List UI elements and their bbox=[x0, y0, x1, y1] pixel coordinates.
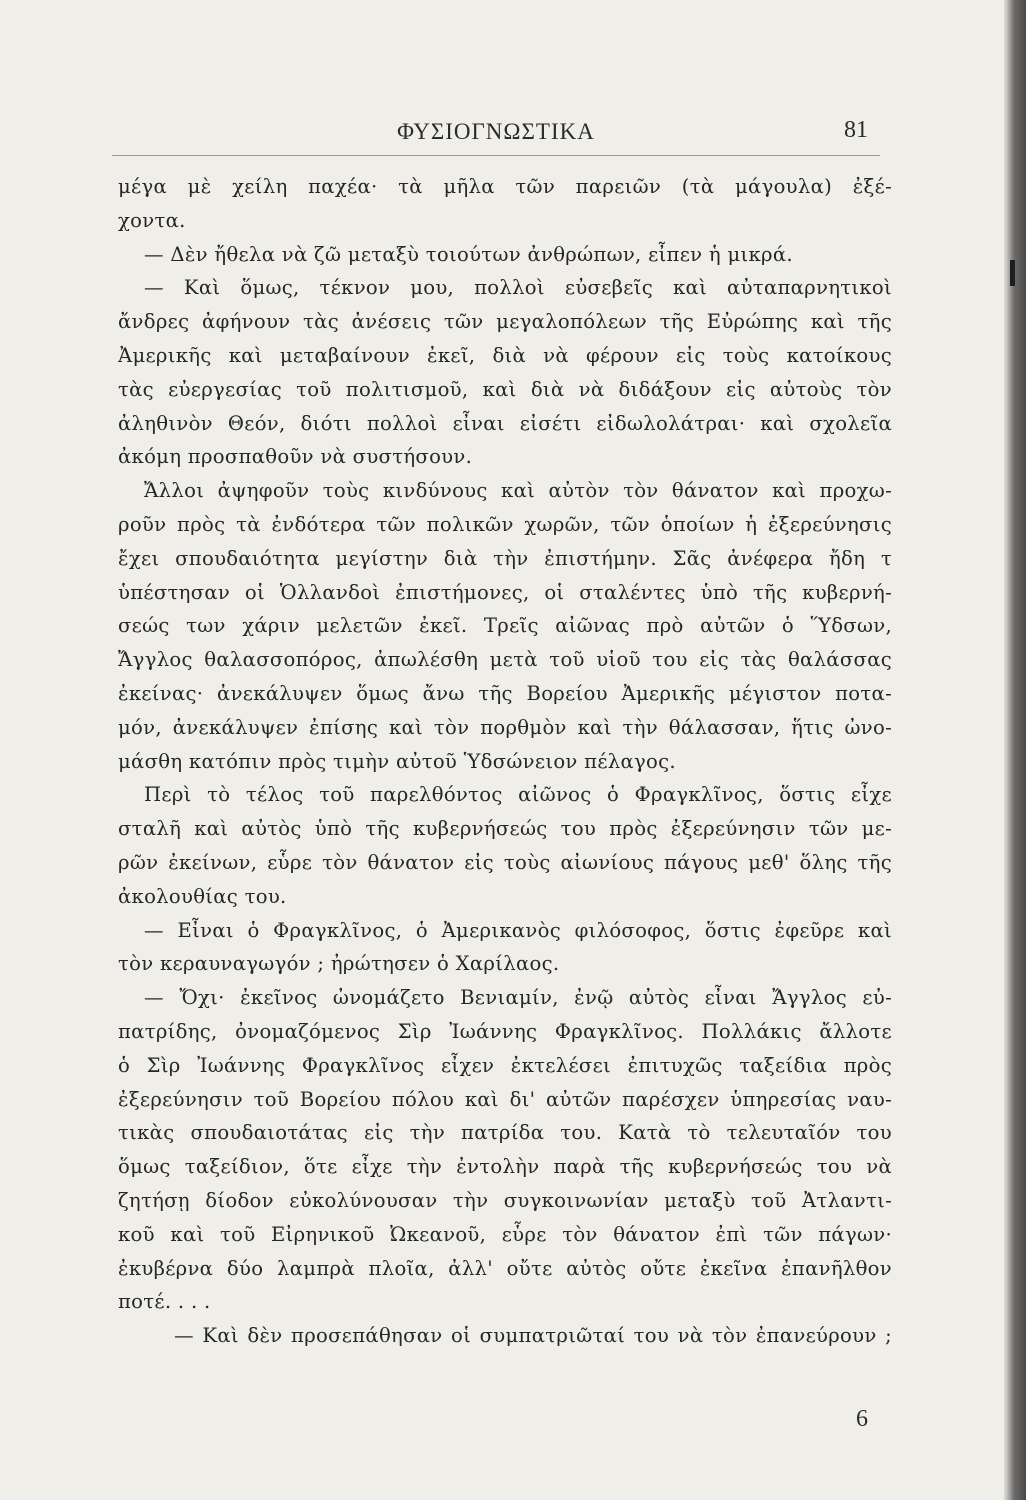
page-number: 81 bbox=[844, 117, 868, 143]
text-line: μάσθη κατόπιν πρὸς τιμὴν αὐτοῦ Ὑδσώνειον πέλαγος. bbox=[118, 749, 676, 773]
text-line: ποτέ. . . . bbox=[118, 1290, 211, 1314]
text-line: τὰς εὐεργεσίας τοῦ πολιτισμοῦ, καὶ διὰ νὰ διδάξουν εἰς αὐτοὺς τὸν bbox=[118, 377, 892, 401]
text-line: μόν, ἀνεκάλυψεν ἐπίσης καὶ τὸν πορθμὸν καὶ τὴν θάλασσαν, ἥτις ὠνο- bbox=[118, 715, 892, 739]
text-line: — Καὶ δὲν προσεπάθησαν οἱ συμπατριῶταί του νὰ τὸν ἐπανεύρουν ; bbox=[174, 1324, 892, 1348]
text-line: ἔχει σπουδαιότητα μεγίστην διὰ τὴν ἐπιστήμην. Σᾶς ἀνέφερα ἤδη τ bbox=[118, 546, 892, 570]
text-line: σταλῆ καὶ αὐτὸς ὑπὸ τῆς κυβερνήσεώς του πρὸς ἐξερεύνησιν τῶν με- bbox=[118, 817, 892, 841]
text-line: ἐκυβέρνα δύο λαμπρὰ πλοῖα, ἀλλ' οὔτε αὐτὸς οὔτε ἐκεῖνα ἐπανῆλθον bbox=[118, 1256, 892, 1280]
text-line: — Καὶ ὅμως, τέκνον μου, πολλοὶ εὐσεβεῖς καὶ αὐταπαρνητικοὶ bbox=[144, 276, 892, 300]
text-line: μέγα μὲ χείλη παχέα· τὰ μῆλα τῶν παρειῶν (τὰ μάγουλα) ἐξέ- bbox=[118, 175, 892, 198]
text-line: σεώς των χάριν μελετῶν ἐκεῖ. Τρεῖς αἰῶνας πρὸ αὐτῶν ὁ Ὕδσων, bbox=[118, 614, 892, 638]
text-line: Περὶ τὸ τέλος τοῦ παρελθόντος αἰῶνος ὁ Φραγκλῖνος, ὅστις εἶχε bbox=[144, 783, 892, 807]
text-line: τὸν κεραυναγωγόν ; ἠρώτησεν ὁ Χαρίλαος. bbox=[118, 952, 560, 976]
text-line: — Ὄχι· ἐκεῖνος ὠνομάζετο Βενιαμίν, ἐνῷ αὐτὸς εἶναι Ἄγγλος εὐ- bbox=[144, 986, 892, 1010]
text-line: τικὰς σπουδαιοτάτας εἰς τὴν πατρίδα του. Κατὰ τὸ τελευταῖόν του bbox=[118, 1121, 892, 1145]
text-line: ὑπέστησαν οἱ Ὁλλανδοὶ ἐπιστήμονες, οἱ σταλέντες ὑπὸ τῆς κυβερνή- bbox=[118, 580, 892, 604]
text-line: ρῶν ἐκείνων, εὗρε τὸν θάνατον εἰς τοὺς αἰωνίους πάγους μεθ' ὅλης τῆς bbox=[118, 850, 892, 874]
text-line: ὁ Σὶρ Ἰωάννης Φραγκλῖνος εἶχεν ἐκτελέσει ἐπιτυχῶς ταξείδια πρὸς bbox=[118, 1053, 892, 1077]
text-line: ἀληθινὸν Θεόν, διότι πολλοὶ εἶναι εἰσέτι εἰδωλολάτραι· καὶ σχολεῖα bbox=[118, 411, 892, 435]
running-head: ΦΥΣΙΟΓΝΩΣΤΙΚΑ bbox=[397, 119, 595, 144]
text-line: ἐξερεύνησιν τοῦ Βορείου πόλου καὶ δι' αὐτῶν παρέσχεν ὑπηρεσίας ναυ- bbox=[118, 1087, 892, 1111]
page-header bbox=[112, 117, 880, 157]
text-line: ἀκόμη προσπαθοῦν νὰ συστήσουν. bbox=[118, 445, 473, 469]
text-line: ὅμως ταξείδιον, ὅτε εἶχε τὴν ἐντολὴν παρὰ τῆς κυβερνήσεώς του νὰ bbox=[118, 1155, 892, 1179]
text-line: ζητήσῃ δίοδον εὐκολύνουσαν τὴν συγκοινωνίαν μεταξὺ τοῦ Ἀτλαντι- bbox=[118, 1188, 892, 1212]
signature-mark: 6 bbox=[856, 1406, 868, 1432]
scan-edge-mark bbox=[1010, 260, 1015, 286]
body-text bbox=[118, 170, 892, 1353]
text-line: Ἄγγλος θαλασσοπόρος, ἀπωλέσθη μετὰ τοῦ υἱοῦ του εἰς τὰς θαλάσσας bbox=[118, 648, 892, 672]
text-line: ἀκολουθίας του. bbox=[118, 884, 287, 908]
text-line: Ἀμερικῆς καὶ μεταβαίνουν ἐκεῖ, διὰ νὰ φέρουν εἰς τοὺς κατοίκους bbox=[118, 343, 892, 367]
text-line: κοῦ καὶ τοῦ Εἰρηνικοῦ Ὠκεανοῦ, εὗρε τὸν θάνατον ἐπὶ τῶν πάγων· bbox=[118, 1222, 892, 1246]
text-line: χοντα. bbox=[118, 208, 186, 232]
text-line: — Δὲν ἤθελα νὰ ζῶ μεταξὺ τοιούτων ἀνθρώπων, εἶπεν ἡ μικρά. bbox=[144, 242, 793, 266]
text-line: πατρίδης, ὀνομαζόμενος Σὶρ Ἰωάννης Φραγκλῖνος. Πολλάκις ἄλλοτε bbox=[118, 1019, 892, 1043]
text-line: Ἄλλοι ἀψηφοῦν τοὺς κινδύνους καὶ αὐτὸν τὸν θάνατον καὶ προχω- bbox=[144, 479, 892, 503]
header-rule bbox=[112, 155, 880, 156]
text-line: ροῦν πρὸς τὰ ἐνδότερα τῶν πολικῶν χωρῶν, τῶν ὁποίων ἡ ἐξερεύνησις bbox=[118, 512, 892, 536]
text-line: ἐκείνας· ἀνεκάλυψεν ὅμως ἄνω τῆς Βορείου Ἀμερικῆς μέγιστον ποτα- bbox=[118, 681, 892, 705]
text-line: ἄνδρες ἀφήνουν τὰς ἀνέσεις τῶν μεγαλοπόλεων τῆς Εὐρώπης καὶ τῆς bbox=[118, 310, 892, 334]
text-line: — Εἶναι ὁ Φραγκλῖνος, ὁ Ἀμερικανὸς φιλόσοφος, ὅστις ἐφεῦρε καὶ bbox=[144, 918, 892, 942]
